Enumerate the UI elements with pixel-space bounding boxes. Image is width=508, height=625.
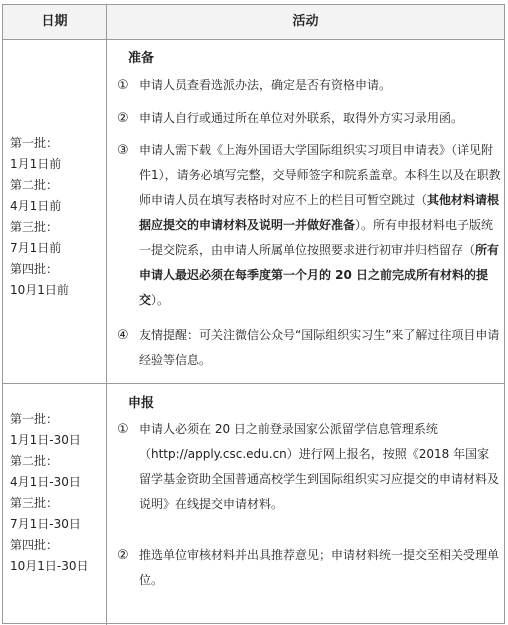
date-line: 4月1日-30日 (10, 475, 81, 489)
date-cell-apply (10, 409, 89, 577)
date-line: 10月1日-30日 (10, 559, 89, 573)
item-number: ② (117, 548, 129, 563)
item-text: ）。 (151, 293, 170, 307)
date-line: 1月1日前 (10, 157, 62, 171)
date-line: 第二批： (10, 454, 59, 468)
item-number: ② (117, 111, 129, 126)
item-text: 申请人员查看选派办法，确定是否有资格申请。 (139, 78, 392, 92)
date-line: 7月1日-30日 (10, 517, 81, 531)
list-item (117, 138, 501, 313)
date-line: 第四批： (10, 538, 59, 552)
date-line: 第四批： (10, 262, 59, 276)
item-text: ）。所有申报材料电子版统一提交院系，由申请人所属单位按照要求进行初审并归档留存（ (139, 218, 494, 257)
date-line: 第一批： (10, 412, 59, 426)
date-line: 第一批： (10, 136, 59, 150)
date-cell-prepare (10, 133, 69, 301)
item-number: ④ (117, 328, 129, 343)
date-line: 4月1日前 (10, 199, 62, 213)
item-text: 申请人必须在 20 日之前登录国家公派留学信息管理系统（http://apply.csc.edu.cn）进行网上报名，按照《2018 年国家留学基金资助全国普通高校学生到国际组织实习应提交的申请材料及说明》在线提交申请材料。 (139, 422, 500, 511)
item-text: 申请人需下载《上海外国语大学国际组织实习项目申请表》（详见附件1），请务必填写完整，交导师签字和院系盖章。本科生以及在职教师申请人员在填写表格时对应不上的栏目可暂空跳过（ (139, 143, 501, 207)
header-activity: 活动 (292, 14, 319, 29)
date-line: 第三批： (10, 220, 59, 234)
item-text: 申请人自行或通过所在单位对外联系，取得外方实习录用函。 (139, 111, 464, 125)
list-item (117, 106, 501, 131)
table-header (3, 5, 504, 40)
item-text: 友情提醒：可关注微信公众号“国际组织实习生”来了解过往项目申请经验等信息。 (139, 328, 500, 367)
row-divider (3, 383, 504, 384)
header-date: 日期 (41, 14, 68, 29)
date-line: 1月1日-30日 (10, 433, 81, 447)
item-text: 推选单位审核材料并出具推荐意见；申请材料统一提交至相关受理单位。 (139, 548, 500, 587)
activity-table (2, 4, 505, 624)
list-item (117, 323, 501, 373)
item-number: ③ (117, 143, 129, 158)
item-number: ① (117, 422, 129, 437)
list-item (117, 73, 501, 98)
column-divider (106, 5, 107, 625)
section-title-apply: 申报 (128, 396, 155, 411)
section-title-prepare: 准备 (128, 51, 155, 66)
date-line: 10月1日前 (10, 283, 69, 297)
item-number: ① (117, 78, 129, 93)
item-text-bold: 其他材料请根据应提交的申请材料及说明一并做好准备 (139, 193, 500, 232)
list-item (117, 417, 501, 517)
item-text-bold: 所有申请人最迟必须在每季度第一个月的 20 日之前完成所有材料的提交 (139, 243, 500, 307)
list-item (117, 543, 501, 593)
date-line: 第二批： (10, 178, 59, 192)
date-line: 第三批： (10, 496, 59, 510)
date-line: 7月1日前 (10, 241, 62, 255)
